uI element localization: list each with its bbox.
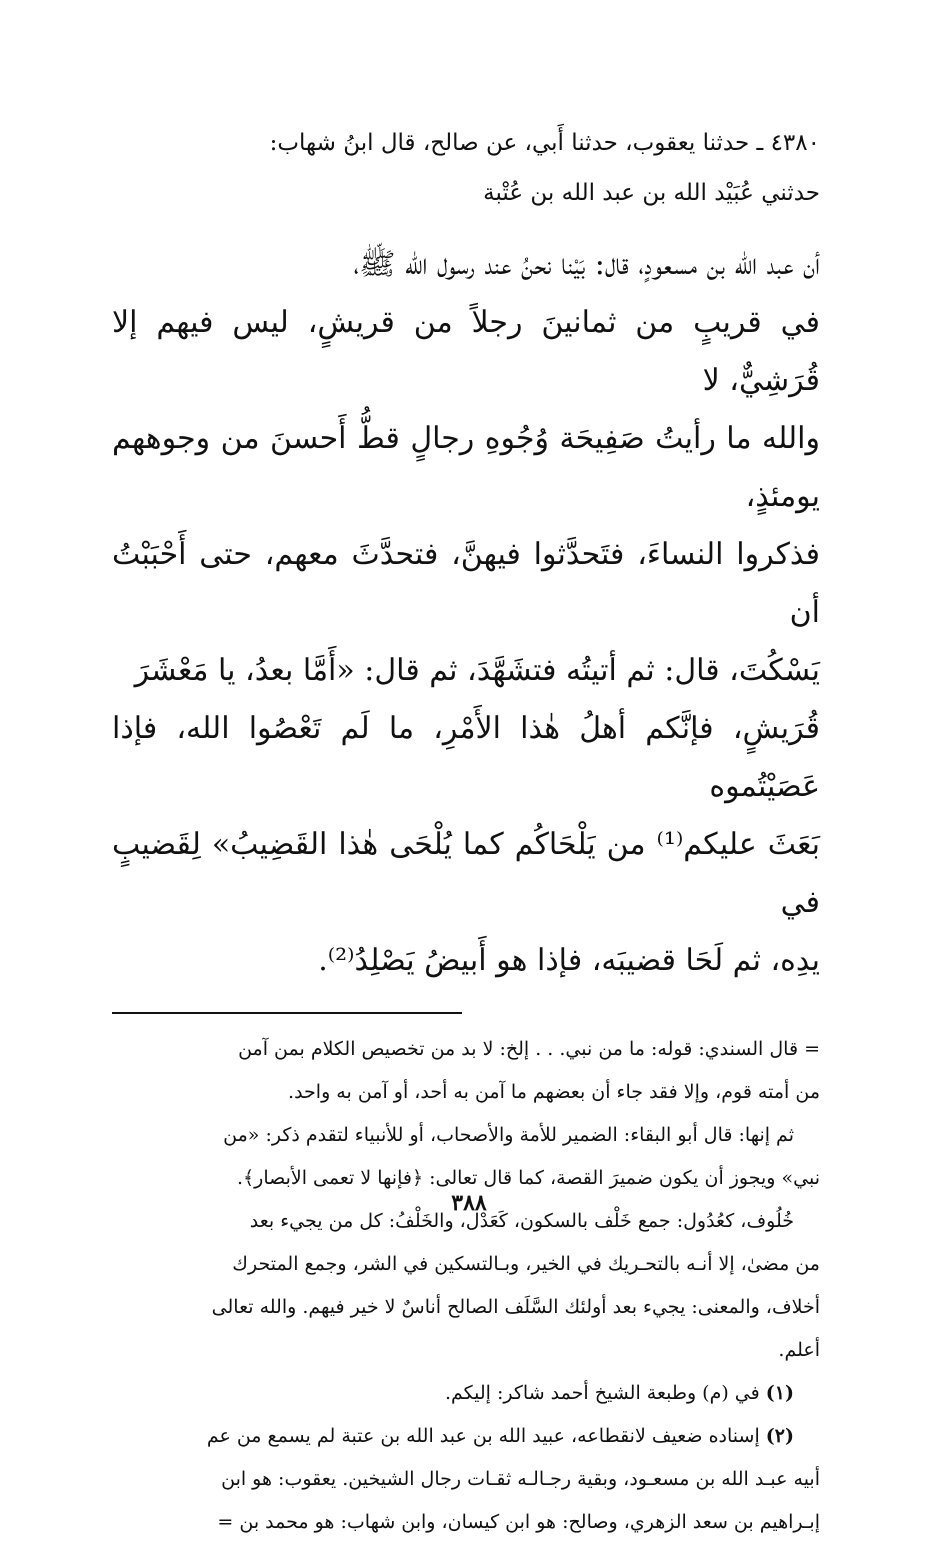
matn-line: والله ما رأيتُ صَفِيحَة وُجُوهِ رجالٍ قطُّ أَحسنَ من وجوههم يومئذٍ، [112, 421, 820, 514]
matn-line: في قريبٍ من ثمانينَ رجلاً من قريشٍ، ليس فيهم إلا قُرَشِيٌّ، لا [112, 305, 820, 398]
page-number: ٣٨٨ [451, 1190, 487, 1216]
matn-line: أن عبد الله بن مسعودٍ، قال: بَيْنا نحنُ عند رسول الله ﷺ، [353, 247, 820, 282]
matn-line: فذكروا النساءَ، فتَحدَّثوا فيهنَّ، فتحدَّثَ معهم، حتى أَحْبَبْتُ أن [112, 537, 820, 630]
matn-line: قُرَيشٍ، فإنَّكم أهلُ هٰذا الأَمْرِ، ما لَم تَعْصُوا الله، فإذا عَصَيْتُموه [112, 711, 820, 804]
footnote-divider [112, 1012, 462, 1014]
note-line: من أمته قوم، وإلا فقد جاء أن بعضهم ما آمن به أحد، أو آمن به واحد. [288, 1081, 820, 1103]
note-line: إبـراهيم بن سعد الزهري، وصالح: هو ابن كيسان، وابن شهاب: هو محمد بن = [217, 1511, 820, 1533]
note-line: من مضىٰ، إلا أنـه بالتحـريك في الخير، وبـالتسكين في الشر، وجمع المتحرك [232, 1253, 820, 1275]
note-line: أخلاف، والمعنى: يجيء بعد أولئك السَّلَف الصالح أناسٌ لا خير فيهم. والله تعالى [211, 1296, 820, 1318]
footnote-text: إسناده ضعيف لانقطاعه، عبيد الله بن عبد الله بن عتبة لم يسمع من عم [206, 1425, 760, 1447]
isnad-line: حدثني عُبَيْد الله بن عبد الله بن عُتْبة [483, 180, 820, 206]
footnote-1 [112, 1372, 820, 1415]
footnote-text: في (م) وطبعة الشيخ أحمد شاكر: إليكم. [444, 1382, 760, 1404]
note-line: خُلُوف، كعُدُول: جمع خَلْف بالسكون، كَعَدْل، والخَلْفُ: كل من يجيء بعد [249, 1210, 794, 1232]
note-line: = قال السندي: قوله: ما من نبي. . . إلخ: لا بد من تخصيص الكلام بمن آمن [238, 1038, 820, 1060]
isnad-line: ٤٣٨٠ ـ حدثنا يعقوب، حدثنا أَبي، عن صالح، قال ابنُ شهاب: [269, 130, 820, 156]
footnote-2 [112, 1415, 820, 1458]
footnote-number: (٢) [765, 1425, 794, 1447]
footnote-number: (١) [765, 1382, 794, 1404]
matn-line: يدِه، ثم لَحَا قضيبَه، فإذا هو أَبيضُ يَصْلِدُ⁽²⁾. [318, 943, 820, 978]
note-line: أعلم. [778, 1339, 820, 1361]
hadith-matn [112, 236, 820, 990]
footnotes [112, 1028, 820, 1544]
note-line: ثم إنها: قال أبو البقاء: الضمير للأمة والأصحاب، أو للأنبياء لتقدم ذكر: «من [223, 1124, 794, 1146]
hadith-isnad [112, 118, 820, 218]
matn-line: يَسْكُتَ، قال: ثم أتيتُه فتشَهَّدَ، ثم قال: «أَمَّا بعدُ، يا مَعْشَرَ [134, 653, 820, 688]
matn-line: بَعَثَ عليكم⁽¹⁾ من يَلْحَاكُم كما يُلْحَى هٰذا القَضِيبُ» لِقَضيبٍ في [112, 827, 820, 920]
note-line: أبيه عبـد الله بن مسعـود، وبقية رجـالـه ثقـات رجال الشيخين. يعقوب: هو ابن [221, 1468, 820, 1490]
note-line: نبي» ويجوز أن يكون ضميرَ القصة، كما قال تعالى: ﴿فإنها لا تعمى الأبصار﴾. [237, 1167, 820, 1189]
